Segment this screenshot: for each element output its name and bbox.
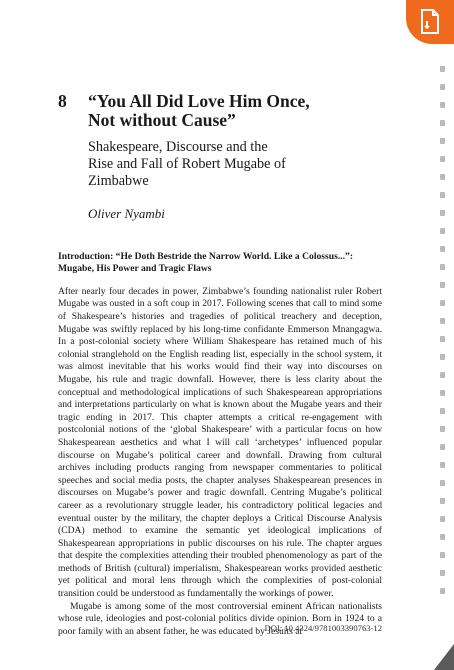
chapter-title-line-2: Not without Cause”: [88, 110, 236, 130]
chapter-heading: [58, 92, 382, 130]
pdf-document-icon: [419, 9, 441, 35]
page-edge-marks: [436, 60, 450, 620]
page-content: [58, 92, 382, 638]
page-corner-marker: [434, 644, 454, 670]
chapter-title: [88, 92, 310, 130]
pdf-download-badge[interactable]: [406, 0, 454, 44]
chapter-title-line-1: “You All Did Love Him Once,: [88, 91, 310, 111]
chapter-subtitle-line-2: Rise and Fall of Robert Mugabe of: [88, 156, 286, 172]
doi-footer: DOI: 10.4324/9781003390763-12: [264, 623, 382, 633]
paragraph-1: After nearly four decades in power, Zimbabwe’s founding nationalist ruler Robert Mugabe was ousted in a soft coup in 2017. Following scenes that call to mind some of Shakespeare’s histories and tragedies of political treachery and deception, Mugabe was swiftly replaced by his long-time confidante Emmerson Mnangagwa. In a post-colonial society where William Shakespeare has retained much of his colonial stranglehold on the English reading list, especially in the school system, it was almost inevitable that his works would find their way into discourses on Mugabe, his rule and tragic downfall. However, there is less clarity about the conceptual and methodological implications of such Shakespearean appropriations and interpretations particularly on what is known about the Mugabe years and their tragic ending in 2017. This chapter attempts a critical re-engagement with postcolonial notions of the ‘global Shakespeare’ with a particular focus on how Shakespearean aesthetics and what I will call ‘archetypes’ influenced popular discourse on Mugabe’s political career and downfall. Drawing from cultural archives including products ranging from newspaper commentaries to political speeches and social media posts, the chapter analyses Shakespearean presences in discourses on Mugabe’s power and tragic downfall. Centring Mugabe’s political career as a revolutionary struggle leader, his contradictory political legacies and eventual ouster by the military, the chapter deploys a Critical Discourse Analysis (CDA) method to examine the semantic yet ideological implications of Shakespearean appropriations in public discourses on his rule. The chapter argues that despite the complexities attending their troubled phenomenology as part of the methods of British (cultural) imperialism, Shakespearean works provided aesthetic yet political and moral lens through which the complexities of post-colonial transition could be understood as fundamentally the workings of power.: [58, 285, 382, 600]
section-heading: Introduction: “He Doth Bestride the Narrow World. Like a Colossus...”: Mugabe, His Power and Tragic Flaws: [58, 251, 354, 275]
paragraph-2: Mugabe is among some of the most controversial eminent African nationalists whose rule, ideologies and post-colonial politics divide opinion. Born in 1924 to a poor family with an absent father, he was educated by Jesuits at: [58, 600, 382, 637]
chapter-subtitle-line-1: Shakespeare, Discourse and the: [88, 139, 268, 155]
chapter-subtitle: [88, 139, 382, 190]
body-text: [58, 286, 382, 639]
chapter-number: 8: [58, 91, 67, 111]
chapter-author: Oliver Nyambi: [88, 206, 165, 221]
chapter-subtitle-line-3: Zimbabwe: [88, 173, 149, 189]
